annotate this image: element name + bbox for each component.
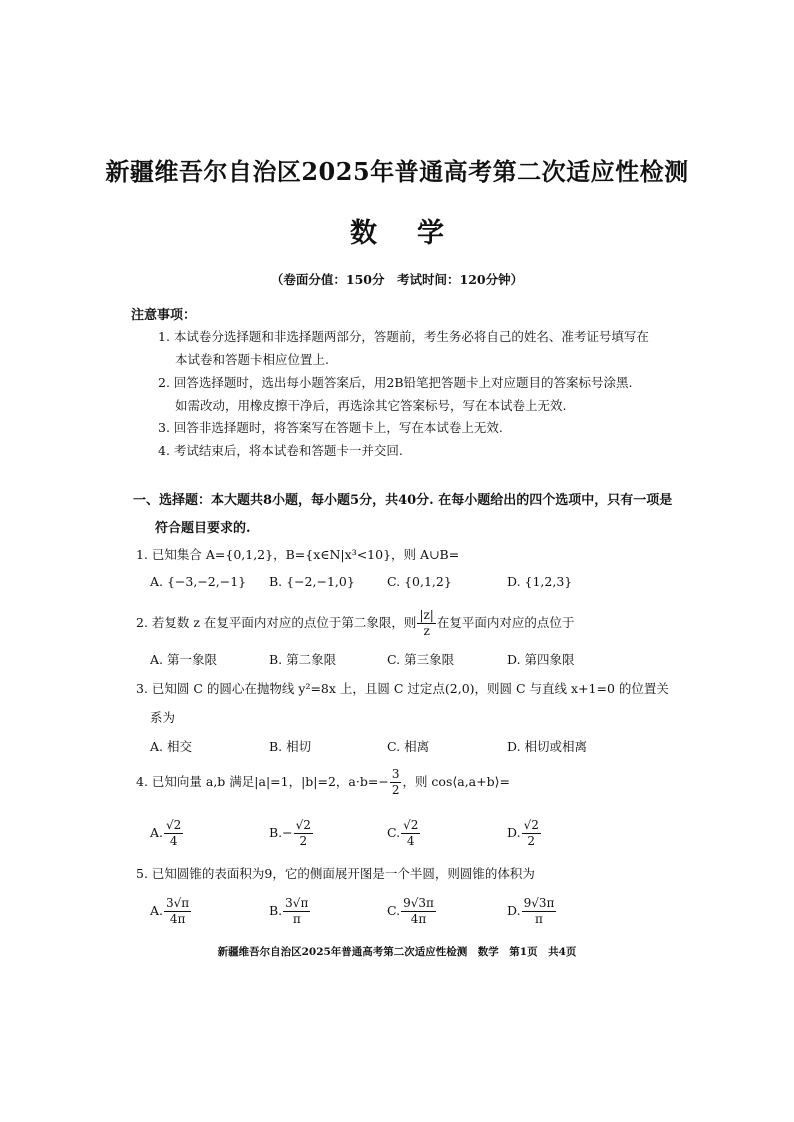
option-a	[150, 818, 184, 849]
note-line: 本试卷和答题卡相应位置上.	[175, 352, 329, 367]
fraction	[417, 608, 435, 639]
exam-title: 新疆维吾尔自治区2025年普通高考第二次适应性检测	[105, 157, 689, 186]
fraction-numerator: √2	[403, 818, 419, 832]
fraction-denominator: 4	[169, 834, 178, 848]
question-3-stem-cont: 系为	[150, 710, 176, 725]
note-line: 1. 本试卷分选择题和非选择题两部分，答题前，考生务必将自己的姓名、准考证号填写在	[158, 329, 649, 344]
option-b	[269, 896, 311, 927]
note-line: 3. 回答非选择题时，将答案写在答题卡上，写在本试卷上无效.	[158, 420, 503, 435]
fraction	[283, 896, 310, 927]
subject-title	[0, 211, 794, 250]
option-label: C.	[387, 903, 401, 918]
fraction	[522, 896, 557, 927]
option-a	[150, 896, 192, 927]
fraction-numerator: 3	[391, 767, 400, 781]
question-1-stem: 1. 已知集合 A={0,1,2}，B={x∈N|x³<10}，则 A∪B=	[136, 547, 460, 562]
option-c	[387, 818, 421, 849]
question-3-stem: 3. 已知圆 C 的圆心在抛物线 y²=8x 上，且圆 C 过定点(2,0)，则圆 C 与直线 x+1=0 的位置关	[136, 681, 669, 696]
fraction-denominator: 2	[527, 834, 536, 848]
option-label: B.	[269, 903, 283, 918]
option-a: A. 第一象限	[150, 652, 217, 667]
option-c: C. {0,1,2}	[387, 574, 452, 589]
question-4-text-end: ，则 cos⟨a,a+b⟩=	[402, 774, 510, 789]
note-line: 如需改动，用橡皮擦干净后，再选涂其它答案标号，写在本试卷上无效.	[175, 398, 567, 413]
question-4-text: 4. 已知向量 a,b 满足|a|=1，|b|=2，a·b=−	[136, 774, 389, 789]
option-d	[507, 818, 542, 849]
option-b: B. {−2,−1,0}	[269, 574, 355, 589]
option-label: D.	[507, 825, 521, 840]
option-d: D. {1,2,3}	[507, 574, 573, 589]
fraction-numerator: 3√π	[166, 896, 190, 910]
subject-char-1: 数	[350, 218, 377, 249]
fraction-denominator: 4π	[169, 912, 186, 926]
fraction-numerator: √2	[166, 818, 182, 832]
option-c	[387, 896, 437, 927]
fraction	[164, 896, 191, 927]
fraction	[390, 767, 402, 798]
option-sign: −	[282, 825, 293, 840]
fraction	[401, 818, 420, 849]
question-1-options	[150, 574, 670, 594]
fraction-denominator: 4	[406, 834, 415, 848]
option-b: B. 相切	[269, 739, 312, 754]
option-c: C. 第三象限	[387, 652, 455, 667]
option-label: A.	[150, 825, 164, 840]
fraction-numerator: √2	[295, 818, 311, 832]
option-b: B. 第二象限	[269, 652, 337, 667]
option-label: A.	[150, 903, 164, 918]
fraction-numerator: |z|	[419, 608, 434, 622]
exam-info: （卷面分值：150分 考试时间：120分钟）	[270, 272, 524, 287]
question-5-options	[150, 896, 670, 932]
question-2-options	[150, 650, 670, 670]
fraction-numerator: 3√π	[285, 896, 309, 910]
question-2-text: 2. 若复数 z 在复平面内对应的点位于第二象限，则	[136, 615, 417, 630]
question-4-options	[150, 818, 670, 854]
fraction-numerator: 9√3π	[523, 896, 555, 910]
option-b	[269, 818, 314, 849]
section-heading-cont: 符合题目要求的.	[155, 521, 251, 536]
fraction	[164, 818, 183, 849]
fraction-numerator: 9√3π	[403, 896, 434, 910]
section-heading: 一、选择题：本大题共8小题，每小题5分，共40分. 在每小题给出的四个选项中，只有一项是	[133, 493, 673, 508]
note-line: 4. 考试结束后，将本试卷和答题卡一并交回.	[158, 443, 403, 458]
question-3-options	[150, 737, 670, 757]
question-4-stem	[136, 767, 510, 798]
fraction-denominator: π	[292, 912, 301, 926]
option-d: D. 相切或相离	[507, 739, 588, 754]
note-line: 2. 回答选择题时，选出每小题答案后，用2B铅笔把答题卡上对应题目的答案标号涂黑.	[158, 375, 633, 390]
fraction	[401, 896, 436, 927]
question-2-text-end: 在复平面内对应的点位于	[436, 615, 575, 630]
page-footer: 新疆维吾尔自治区2025年普通高考第二次适应性检测 数学 第1页 共4页	[217, 946, 577, 958]
fraction-denominator: 4π	[410, 912, 427, 926]
option-a: A. 相交	[150, 739, 192, 754]
fraction-numerator: √2	[523, 818, 539, 832]
fraction-denominator: π	[535, 912, 543, 926]
option-d	[507, 896, 557, 927]
fraction	[294, 818, 313, 849]
fraction-denominator: 2	[299, 834, 308, 848]
subject-char-2: 学	[417, 218, 444, 249]
notes-heading: 注意事项：	[131, 308, 197, 323]
option-d: D. 第四象限	[507, 652, 575, 667]
fraction-denominator: 2	[391, 783, 400, 797]
fraction	[522, 818, 541, 849]
option-label: B.	[269, 825, 283, 840]
option-c: C. 相离	[387, 739, 430, 754]
fraction-denominator: z	[423, 624, 430, 638]
question-2-stem	[136, 608, 574, 639]
option-label: D.	[507, 903, 521, 918]
option-a: A. {−3,−2,−1}	[150, 574, 247, 589]
option-label: C.	[387, 825, 401, 840]
question-5-stem: 5. 已知圆锥的表面积为9，它的侧面展开图是一个半圆，则圆锥的体积为	[136, 866, 535, 881]
